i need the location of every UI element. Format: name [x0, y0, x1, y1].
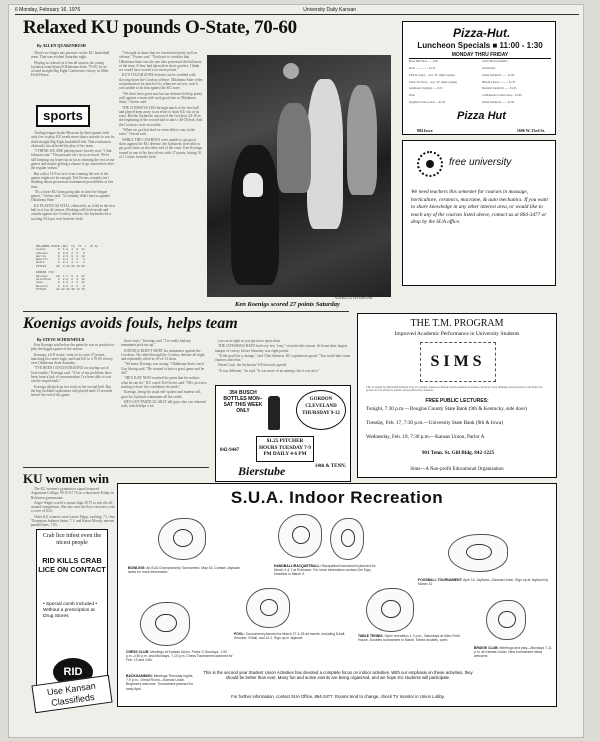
newspaper-page [8, 4, 584, 738]
player-figure [231, 145, 279, 285]
paragraph: Norm Cook, the Jayhawks' 6-8 forward, agreed. [218, 363, 288, 368]
sims-tagline: Sims—A Non-profit Educational Organization [410, 467, 504, 472]
activity-bridge [474, 646, 554, 659]
rid-logo: RID [53, 658, 93, 686]
pizza-hut-ad [402, 21, 556, 135]
pizza-ad-title: Luncheon Specials ■ 11:00 - 1:30 [417, 41, 543, 50]
activity-name: HANDBALL/RACQUETBALL: [274, 564, 321, 568]
menu-item: Additional Toppings ...... $.25 [409, 87, 443, 91]
activity-handball [274, 564, 384, 577]
paragraph: Ken Koenigs said before the game he was in position to play the biggest game of the season. [31, 343, 115, 352]
lecture-item: Tonight, 7:30 p.m.—Douglas County State Bank (9th & Kentucky, side door) [366, 406, 527, 412]
activity-text: Open recreation 1-3 p.m., Saturdays at Allen Field House. Doubles tournament in March. Mixed doubles, open. [358, 634, 460, 643]
activity-foosball [418, 578, 552, 586]
pizza-ad-subtitle: MONDAY THRU FRIDAY [409, 52, 551, 59]
crab-bullets: • Special comb included • Without a prescription at Drug Stores [43, 602, 98, 619]
lectures-heading: FREE PUBLIC LECTURES: [425, 398, 489, 404]
table-tennis-cartoon-icon [366, 588, 414, 632]
pizza-hut-logo: Pizza-Hut. [453, 26, 511, 40]
activity-chess [126, 650, 236, 663]
sua-indoor-recreation-ad [117, 483, 557, 707]
paragraph: you cut as tight as you get more open shots. [218, 339, 281, 343]
paragraph: those fouls," Koenigs said. "I've really had my teammates pick me up." [121, 339, 191, 348]
paragraph: But with a 13-9 record, even winning the rest of the games might not be enough. Ted Owens certainly isn't thinking about postseason tournament possibilities at this time. [31, 171, 114, 189]
activity-text: Meetings at Kansas Union. Parlor C-Sundays, 1:30 p.m.-4:30 p.m. and Mondays, 7-10 p.m. Chess Tournament planned for Feb. 13 and 14th. [126, 650, 233, 663]
bridge-cartoon-icon [486, 600, 526, 640]
paragraph: "HE'S JUST NOW reached the point that he realizes what he can do," KU coach Ted Owens said. "He's just now starting to have the confidence he needs." [121, 376, 207, 389]
activity-name: BOWLING: [128, 566, 146, 570]
paragraph: Trailing league leader Missouri by three games with only five to play, KU needs more than a miracle to win its third straight Big Eight basketball title. That realization obviously has affected the play of the team. [31, 131, 115, 148]
handball-cartoon-icon [278, 514, 322, 558]
paragraph: KOENIGS DIDN'T HURT his teammates against the Cowboys. He sifted through the Cowboy defense all night and repeatedly rifled in 10-of-13 shots. [121, 348, 205, 362]
koenigs-headline: Koenigs avoids fouls, helps team [23, 315, 238, 332]
menu-item: Ham & Cheese ............ $1.35 [482, 80, 516, 84]
free-university-ad [402, 140, 556, 286]
menu-item: Pizza Hut Salad ....... $.85 [409, 60, 439, 63]
activity-backgammon [126, 674, 196, 691]
koenigs-byline: By STEVE SCHOENFELD [37, 337, 85, 342]
paragraph: WHILE THE COWBOYS were unable to get good shots against the KU defense, the Jayhawks were able to get good shots on the other end of the court. Ken Koenigs turned in one of his best efforts with 27 points, hitting 10 of 13 shots from the field. [119, 137, 203, 159]
tm-subtitle: Improved Academic Performance in University Students [394, 331, 520, 337]
ku-women-headline: KU women win [23, 471, 109, 486]
gordon-cleveland-oval: GORDON CLEVELAND THURSDAY 9-12 [296, 390, 346, 430]
sua-footer: This is the second year Student Union Activities has devoted a complete focus on indoor activities. With our emphasis on these activities, they should be better than ever. Many fun and active events are being organized, and we hope KU students will participate. [203, 670, 473, 681]
activity-text: Tournament planned for March 27 & 28 all events, including 8-ball, Snooker, 9-Ball, and 14.1. Sign up in Jaybowl. [234, 632, 346, 641]
paragraph: KU'S TOUGH ZONE defense can be credited with slowing down the Cowboy offense. Oklahoma State relies on penetration for much of its offensive success, and it was unable to do that against the KU zone. [119, 73, 203, 91]
paragraph: Koenigs did pick up two fouls in the second half. But the big Goddard sophomore still played until 13 seconds before the end of the game. [31, 384, 113, 398]
basketball-photo [207, 55, 391, 297]
menu-item: Thin & Crispy ... 4oz. 10" single topping [409, 73, 455, 77]
paragraph: "We knew Koenigs was strong," Oklahoma State coach Guy Strong said. "He wanted to have a good game and he did." [121, 362, 205, 376]
activity-pool [234, 632, 352, 640]
paragraph: Angie Wagle scored a season high 28.75 to win the all-around competition. She also won the floor exercises with a score of 8.35. [31, 500, 115, 514]
activity-name: BRIDGE CLUB: [474, 646, 499, 650]
paragraph: "We don't have great size but our defense held up pretty well against a team with such good size as Oklahoma State," Owens said. [119, 91, 203, 105]
kansan-classifieds-stamp: Use Kansan Classifieds [31, 675, 112, 714]
free-university-brand: free university [449, 157, 512, 168]
bierstube-ad [215, 385, 351, 482]
activity-text: Meetings Thursday nights, 7-9 p.m., Oread Room—Kansas Union. Beginners welcome. Tournament planned for early April. [126, 674, 194, 691]
paragraph: "I THINK WE ARE playing more loosely now," Clint Johnson said. "The pressure isn't on us as much. We're still keeping our hopes up as far as winning the rest of our games and maybe getting a chance to go somewhere after the regular season." [31, 149, 115, 171]
activity-name: BACKGAMMON: [126, 674, 153, 678]
menu-item: Italian Sandwich ........ $1.69 [482, 101, 515, 105]
beer-bottle-icon [268, 396, 280, 430]
paragraph: "When we got that lead we were able to stay in the zone," Owens said. [119, 128, 196, 137]
tm-contact: 901 Tenn. St. Gill Bldg. 842-1225 [421, 450, 495, 456]
box-score: OKLAHOMA STATE (60) fg ft r pf tp Lester 5 1-2 4 3 11 Johnson 0 0-0 2 5 0 Harris 6 2-3 8 2 14 Roberts 4 0-1 3 4 8 Smith 3 2-2 1 1 8 TOTALS 26 8-13 29 19 60 KANSAS (70) Koenigs 10 7-7 9 3 27 Valentine 4 2-2 2 4 10 Cook 6 1-2 7 1 13 Russell 3 2-2 3 2 8 TOTALS 29 12-16 30 14 70 [36, 245, 99, 291]
pizza-address-left: 804 Iowa [417, 128, 433, 133]
koenigs-col1 [31, 343, 115, 465]
main-headline: Relaxed KU pounds O-State, 70-60 [23, 17, 297, 38]
pizza-address-right: 1606 W. 23rd St. [516, 128, 545, 133]
koenigs-col3 [215, 339, 351, 381]
tm-title: THE T.M. PROGRAM [410, 318, 504, 329]
activity-text: Meetings and play—Mondays 7-11 p.m. at Kansas Union. New tournament ideas welcome. [474, 646, 552, 659]
free-university-body: We need teachers this semester for courses in massage, horticulture, ceramics, macrame, & auto mechanics. If you want to share knowledge in any other interest area, or would like to teach any of the courses listed above, contact us at 864-3477 or drop by the SUA office. [411, 189, 548, 226]
bierstube-name: Bierstube [238, 464, 286, 478]
ku-women-col [31, 487, 115, 527]
paragraph: Other KU winners were Laurie Flapp, vaulting, 7.1; Sue Thompson, balance beam, 7.1; and Karen Moody, uneven parallel bars, 7.05. [31, 514, 115, 527]
menu-item: Pasta [409, 94, 415, 98]
crab-headline: RID KILLS CRAB LICE ON CONTACT [38, 556, 106, 574]
divider [23, 311, 349, 312]
paragraph: There's no longer any pressure on the KU basketball team. That was evident Saturday night. [31, 51, 110, 60]
bierstube-location: 14th & TENN. [314, 464, 346, 469]
lecture-item: Wednesday, Feb. 18, 7:30 p.m.—Kansas Union, Parlor A [366, 434, 485, 440]
basketball [283, 63, 299, 79]
activity-name: CHESS CLUB: [126, 650, 150, 654]
bierstube-phone: 842-9447 [220, 448, 240, 453]
player-figure [307, 79, 343, 229]
tm-program-ad [357, 313, 557, 478]
paragraph: "It felt good for a change," said Clint Johnson, KU sophomore guard. "You could take some chances and relax." [215, 353, 351, 363]
page-header [15, 7, 579, 15]
divider [23, 467, 209, 468]
paragraph: "It's a loose KU team going into its last five league games," Owens said. "It certainly didn't hurt us against Oklahoma State." [31, 189, 110, 203]
paragraph: KU PLAYED AS WELL offensively as it did in the first half as it has all season. Working well both inside and outside against the Cowboy defense, the Jayhawks hit a sizzling 59.4 per cent from the field. [31, 203, 115, 221]
sports-section-label: sports [36, 105, 90, 127]
photo-caption: Ken Koenigs scored 27 points Saturday [235, 301, 340, 308]
paragraph: THE JAYHAWKS HAVE had very few "easy" victories this season. At home their largest margin of victory before Saturday was eight points. [215, 344, 348, 353]
main-story-col1-top [31, 51, 115, 105]
activity-table-tennis [358, 634, 470, 642]
header-date: 6 Monday, February 16, 1976 [15, 7, 81, 13]
rid-crab-lice-ad [36, 529, 108, 695]
menu-item: Combination w/meat sauce .. $1.99 [482, 94, 522, 98]
menu-item: Sandwiches [482, 66, 496, 70]
paragraph: The KU women's gymnastics squad trounced Augustana College, 90.10-67.70, in a dual meet Friday in Robinson gymnasium. [31, 487, 114, 500]
paragraph: "I thought at times that we functioned pretty well on offense," Owens said. "You have to consider that Oklahoma State was the one who possessed the ball most of the time. If they had taken their shots quicker, I think we would have scored a lot more points." [119, 51, 202, 73]
paragraph: "It was different," he said. "It was more of an attempt, but it was nice." [218, 368, 320, 373]
paragraph: Koenigs, being his usual self-spoken and modest self, gave his Jayhawk teammates all the credit. [121, 390, 202, 399]
menu-item: Thick 'N Chewy ... 4oz. 10" single topping [409, 80, 457, 84]
photo-credit: Staff Photo by JAY KOELZER [335, 296, 373, 300]
main-story-col2 [119, 51, 203, 307]
menu-item: Pizza .................. $1.35 [409, 66, 436, 70]
sua-contact: For further information, contact SUA Office, 864-3477. Rooms tend to change, check TV monitor in Union Lobby. [231, 694, 445, 699]
bowling-cartoon-icon [158, 518, 206, 560]
header-paper-name: University Daily Kansan [303, 7, 357, 13]
activity-name: POOL: [234, 632, 245, 636]
menu-item: Meatball Sandwich ....... $1.45 [482, 87, 517, 91]
racquetball-cartoon-icon [330, 518, 364, 560]
main-byline: By ALLEN QUAKENBUSH [37, 43, 86, 48]
activity-text: Racquetball tournament planned for March 4 & 7 at Robinson. For more information contact Jim Kipp. Deadline is March 5. [274, 564, 376, 577]
paragraph: Koenigs, a 6-8 senior, went on to score 27 points, matching his career high, and lead KU to a 70-60 victory over Oklahoma State Saturday. [31, 352, 113, 366]
sua-title: S.U.A. Indoor Recreation [230, 488, 444, 507]
tm-description: TM, as taught by Maharishi Mahesh Yogi is a simple, natural technique which expands awareness, develops clear thinking and perception, and improves grades and creativity in studies among university students. [366, 385, 543, 393]
activity-name: TABLE TENNIS: [358, 634, 384, 638]
crab-intro: Crab lice infest even the nicest people [42, 533, 102, 546]
activity-bowling [128, 566, 248, 574]
activity-text: All-SUA Championship Tournament. May 16. Contact Jayhawk lanes for more information. [128, 566, 241, 575]
foosball-cartoon-icon [448, 534, 508, 572]
paragraph: HE'S GOT PARTICULARLY tall guys who can rebound well, which helps a lot. [121, 399, 206, 409]
koenigs-col2 [121, 339, 207, 479]
paragraph: THE COWBOYS LED through much of the first half and played keep away in an effort to draw KU out of its zone. But the Jayhawks outscored the Cowboys 24-16 in the beginning of the second half to take a 40-30 lead. And the Cowboys were in trouble. [119, 105, 203, 127]
sims-logo: SIMS [420, 342, 496, 382]
flower-icon [417, 151, 443, 177]
player-figure [347, 85, 377, 195]
menu-item: Garlic Bread Available [482, 60, 508, 63]
main-story-col1 [31, 131, 115, 243]
lecture-item: Tuesday, Feb. 17, 7:30 p.m.—University State Bank (9th & Iowa) [366, 420, 503, 426]
pizza-hut-roof-logo: Pizza Hut [457, 110, 506, 122]
jersey-number-patch [243, 173, 263, 197]
paragraph: "I'VE BEEN CONCENTRATING on staying out of foul trouble," Koenigs said. "A lot of my problems have been from a lack of concentration. I've been able to sort out the stupid fouls." [31, 366, 112, 384]
pool-cartoon-icon [246, 588, 290, 628]
pitcher-hours-box: $1.25 PITCHER HOURS TUESDAY 7-9 PM DAILY 4-6 PM [256, 436, 314, 462]
activity-text: April 10. Jaybowl—Kansas Union. Sign up at Jaybowl by March 31. [418, 578, 549, 587]
pizza-menu [409, 60, 551, 108]
menu-item: Spaghetti w/meat sauce ... $1.85 [409, 101, 446, 105]
activity-name: FOOSBALL TOURNAMENT: [418, 578, 463, 582]
paragraph: Playing as relaxed as it has all season, the young Jayhawk team blasted Oklahoma State, 70-60, for its second straight Big Eight Conference victory in Allen Field House. [31, 60, 109, 78]
menu-item: Italian Sandwich ........ $1.69 [482, 73, 515, 77]
player-figure [277, 103, 311, 193]
busch-bottles-promo: 35¢ BUSCH BOTTLES MON–SAT THIS WEEK ONLY [223, 390, 263, 414]
chess-cartoon-icon [140, 602, 190, 646]
